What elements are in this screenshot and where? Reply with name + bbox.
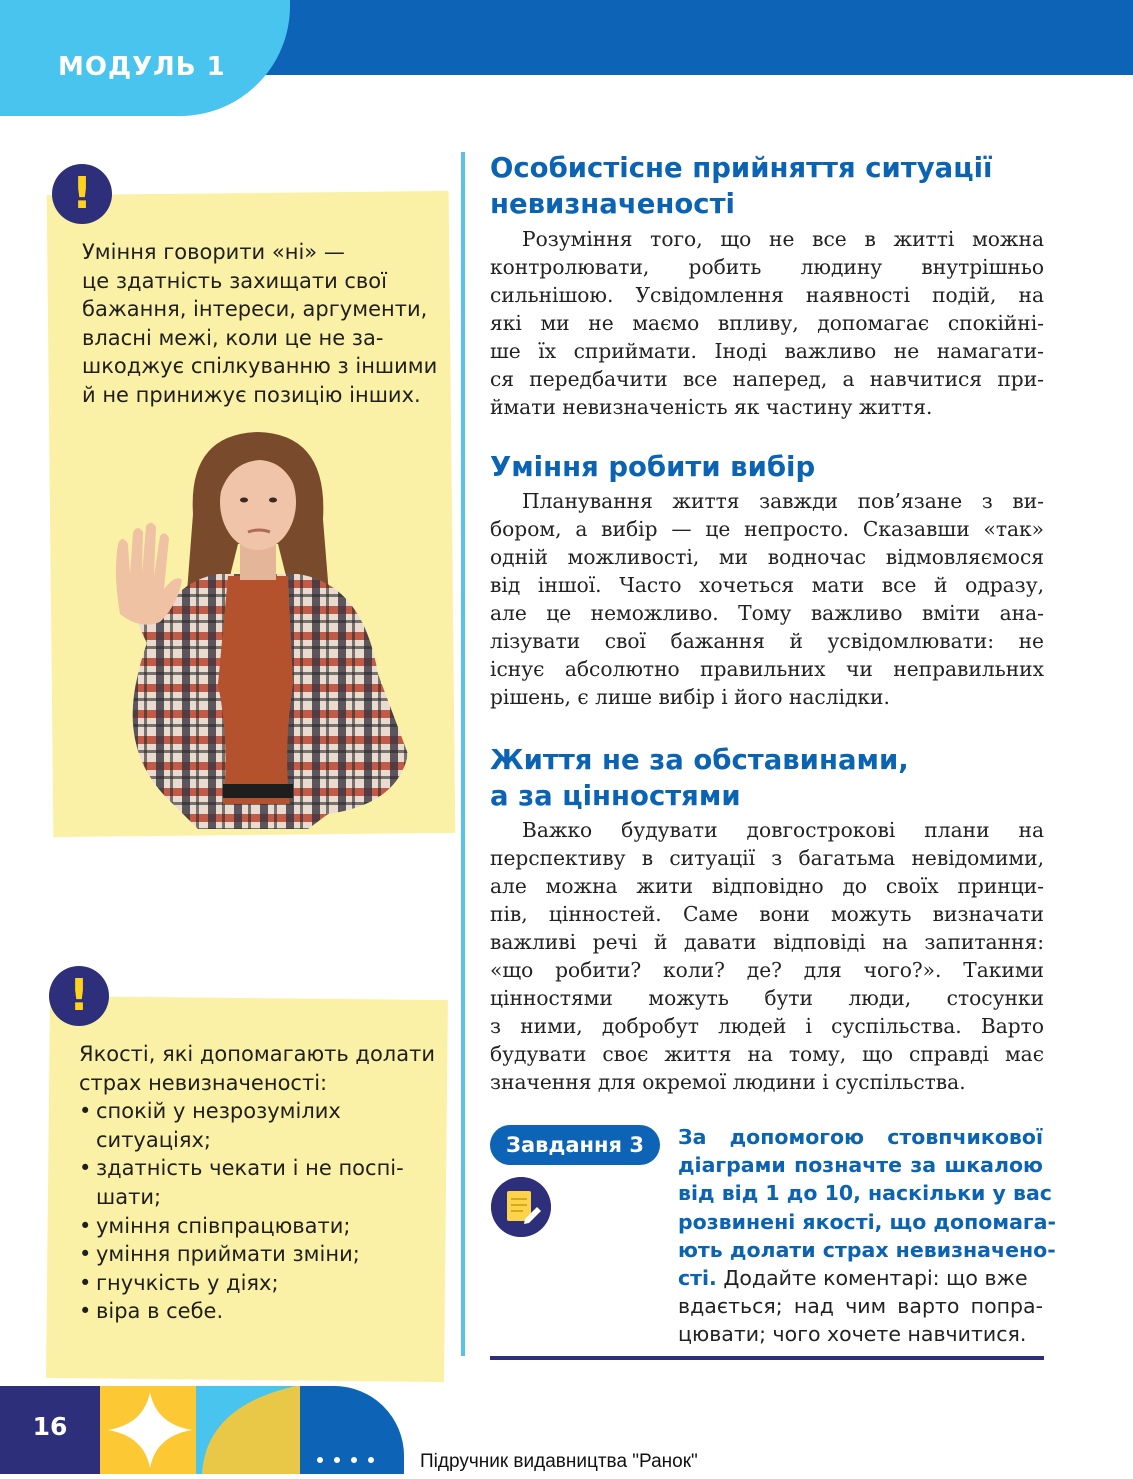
text-line: це здатність захищати свої: [82, 268, 387, 293]
exclamation-icon: !: [52, 164, 112, 224]
text-line: • віра в себе.: [96, 1299, 224, 1324]
section-paragraph: Важко будувати довгострокові плани на перспективу в ситуації з багатьма невідомими, але можна жити відповідно до своїх принци- пів, цінностей. Саме вони можуть визначати важливі речі й давати відповіді на запитання: «що робити? коли? де? для чого?». Такими цінностями можуть бути люди, стосунки з ними, добробут людей і суспільства. Варто будувати своє життя на тому, що справді має значення для окремої людини і суспільства.: [490, 818, 1044, 1094]
text-line: Уміння говорити «ні» —: [82, 240, 345, 264]
list-item: [79, 1269, 429, 1298]
girl-stop-gesture-photo: [78, 424, 428, 834]
footer-decor-dark: [300, 1386, 404, 1474]
task-text: За допомогою стовпчикової діаграми позначте за шкалою від від 1 до 10, наскільки у вас розвинені якості, що допомага- ють долати страх невизначено- сті. Додайте коментарі: що вже вдається; над чим варто попра- цювати; чого хочете навчитися.: [678, 1125, 1056, 1347]
section-title: Життя не за обставинами, а за цінностями: [490, 744, 909, 812]
qualities-list: [79, 1097, 429, 1326]
notepad-pencil-icon: [491, 1177, 551, 1237]
exclamation-icon: !: [49, 966, 109, 1026]
text-line: шати;: [96, 1184, 162, 1209]
column-divider: [461, 152, 465, 1356]
text-line: шкоджує спілкуванню з іншими: [82, 354, 438, 379]
list-item: [79, 1097, 429, 1154]
sparkle-icon: [100, 1386, 200, 1474]
section-title: Уміння робити вибір: [490, 451, 816, 483]
text-line: • гнучкість у діях;: [96, 1270, 279, 1295]
leaf-icon: [196, 1386, 306, 1474]
text-line: • уміння приймати зміни;: [96, 1242, 360, 1267]
section-end-rule: [490, 1356, 1044, 1360]
text-line: • уміння співпрацювати;: [96, 1213, 351, 1238]
footer-decor-yellow: [100, 1386, 200, 1474]
section-title: Особистісне прийняття ситуації невизначеності: [490, 152, 993, 220]
publisher-credit: Підручник видавництва "Ранок": [420, 1451, 698, 1472]
text-line: • здатність чекати і не поспі-: [96, 1156, 404, 1181]
text-line: • спокій у незрозумілих: [96, 1099, 341, 1124]
page-number: 16: [32, 1412, 68, 1441]
text-line: власні межі, коли це не за-: [82, 325, 384, 350]
section-paragraph: Розуміння того, що не все в житті можна контролювати, робить людину внутрішньо сильнішою. Усвідомлення наявності подій, на які ми не маємо впливу, допомагає спокійні- ше їх сприймати. Іноді важливо не намагати- ся передбачити все наперед, а навчитися при- ймати невизначеність як частину життя.: [490, 227, 1044, 419]
list-item: [79, 1212, 429, 1241]
text-line: ситуаціях;: [96, 1127, 211, 1152]
text-line: страх невизначеності:: [79, 1070, 328, 1095]
text-line: бажання, інтереси, аргументи,: [82, 297, 428, 322]
info-box-2-text: [79, 1040, 435, 1326]
dots-icon: [300, 1386, 404, 1474]
list-item: [79, 1154, 429, 1211]
info-box-1-text: [82, 238, 438, 410]
list-item: [79, 1297, 429, 1326]
text-line: Якості, які допомагають долати: [79, 1042, 435, 1066]
task-label: Завдання 3: [490, 1125, 660, 1165]
section-paragraph: Планування життя завжди пов’язане з ви- бором, а вибір — це непросто. Сказавши «так» одній можливості, ми водночас відмовляємося від іншої. Часто хочеться мати все й одразу, але це неможливо. Тому важливо вміти ана- лізувати свої бажання й усвідомлювати: не існує абсолютно правильних чи неправильних рішень, є лише вибір і його наслідки.: [490, 489, 1044, 709]
list-item: [79, 1240, 429, 1269]
module-label: МОДУЛЬ 1: [58, 52, 226, 82]
text-line: й не принижує позицію інших.: [82, 382, 421, 407]
